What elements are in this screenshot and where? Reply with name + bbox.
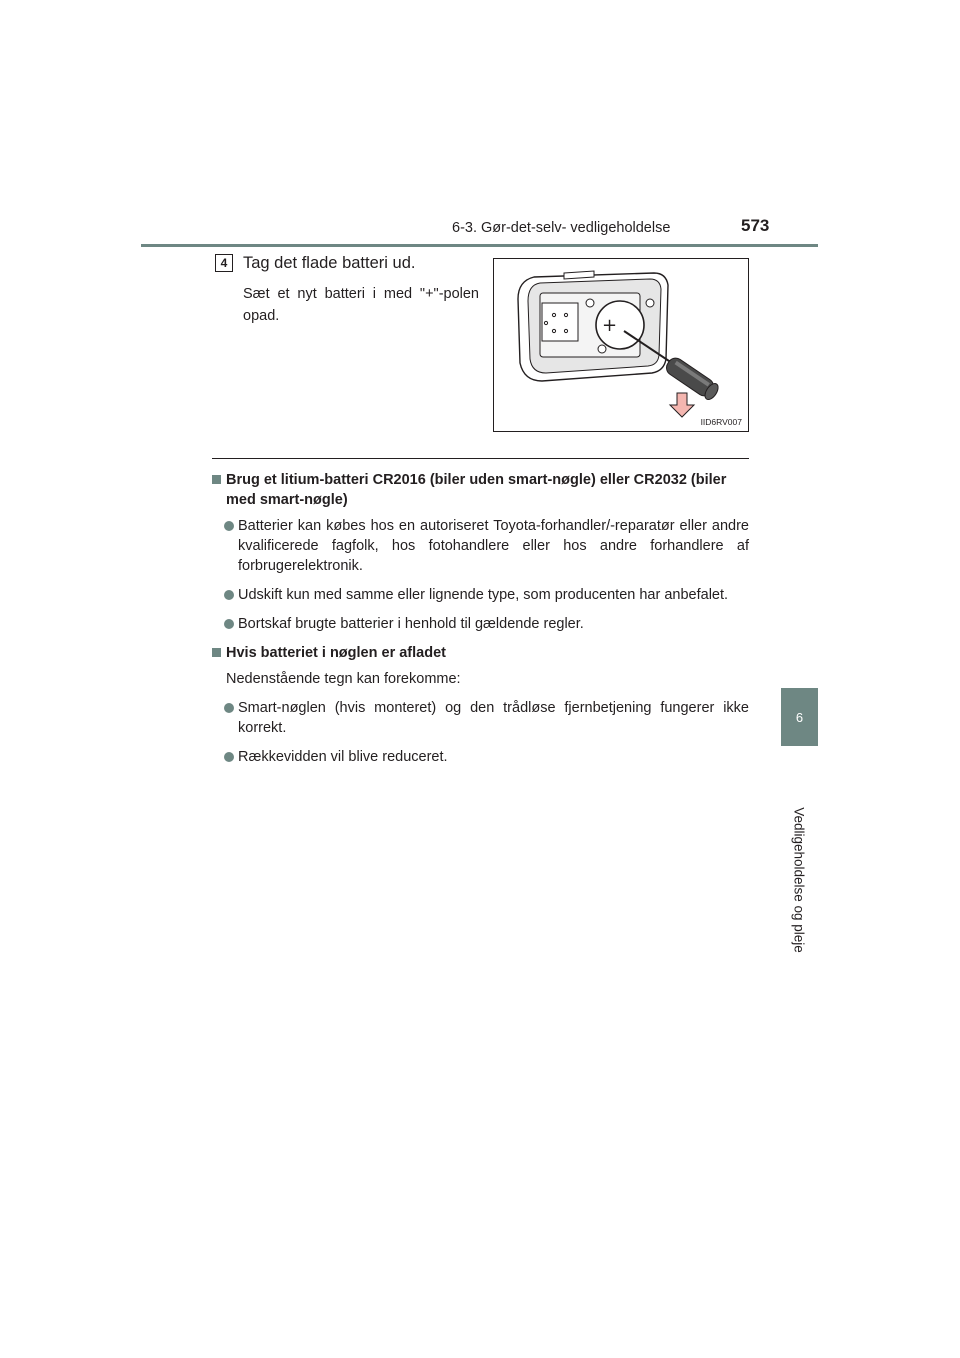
battery-plus-symbol: + — [602, 315, 618, 336]
info-content — [212, 470, 749, 776]
key-battery-illustration — [494, 259, 750, 433]
square-bullet-icon — [212, 475, 221, 484]
list-item: Udskift kun med samme eller lignende type, som producenten har anbefalet. — [212, 585, 749, 605]
round-bullet-icon — [224, 752, 234, 762]
section-intro: Nedenstående tegn kan forekomme: — [226, 671, 461, 687]
list-item: Batterier kan købes hos en autoriseret Toyota-forhandler/-reparatør eller andre kvalificerede fagfolk, hos fotohandlere eller hos andre forhandlere af forbrugerelektronik. — [212, 516, 749, 576]
list-item: Rækkevidden vil blive reduceret. — [212, 747, 749, 767]
section-heading-battery-depleted: Hvis batteriet i nøglen er afladet — [212, 643, 749, 663]
figure-code: IID6RV007 — [700, 417, 742, 427]
square-bullet-icon — [212, 648, 221, 657]
round-bullet-icon — [224, 590, 234, 600]
step-number-box: 4 — [215, 254, 233, 272]
round-bullet-icon — [224, 521, 234, 531]
chapter-label: Vedligeholdelse og pleje — [791, 807, 807, 953]
section-divider — [212, 458, 749, 459]
header-section-title: 6-3. Gør-det-selv- vedligeholdelse — [452, 220, 671, 236]
round-bullet-icon — [224, 619, 234, 629]
header-rule — [141, 244, 818, 247]
round-bullet-icon — [224, 703, 234, 713]
step-title: Tag det flade batteri ud. — [243, 254, 416, 272]
chapter-tab: 6 — [781, 688, 818, 746]
list-item: Smart-nøglen (hvis monteret) og den trådløse fjernbetjening fungerer ikke korrekt. — [212, 698, 749, 738]
battery-removal-figure — [493, 258, 749, 432]
page-number: 573 — [741, 216, 770, 235]
section-heading-battery-type: Brug et litium-batteri CR2016 (biler uden smart-nøgle) eller CR2032 (biler med smart-nøgle) — [212, 470, 749, 510]
list-item: Bortskaf brugte batterier i henhold til gældende regler. — [212, 614, 749, 634]
step-note: Sæt et nyt batteri i med "+"-polen opad. — [243, 286, 479, 324]
